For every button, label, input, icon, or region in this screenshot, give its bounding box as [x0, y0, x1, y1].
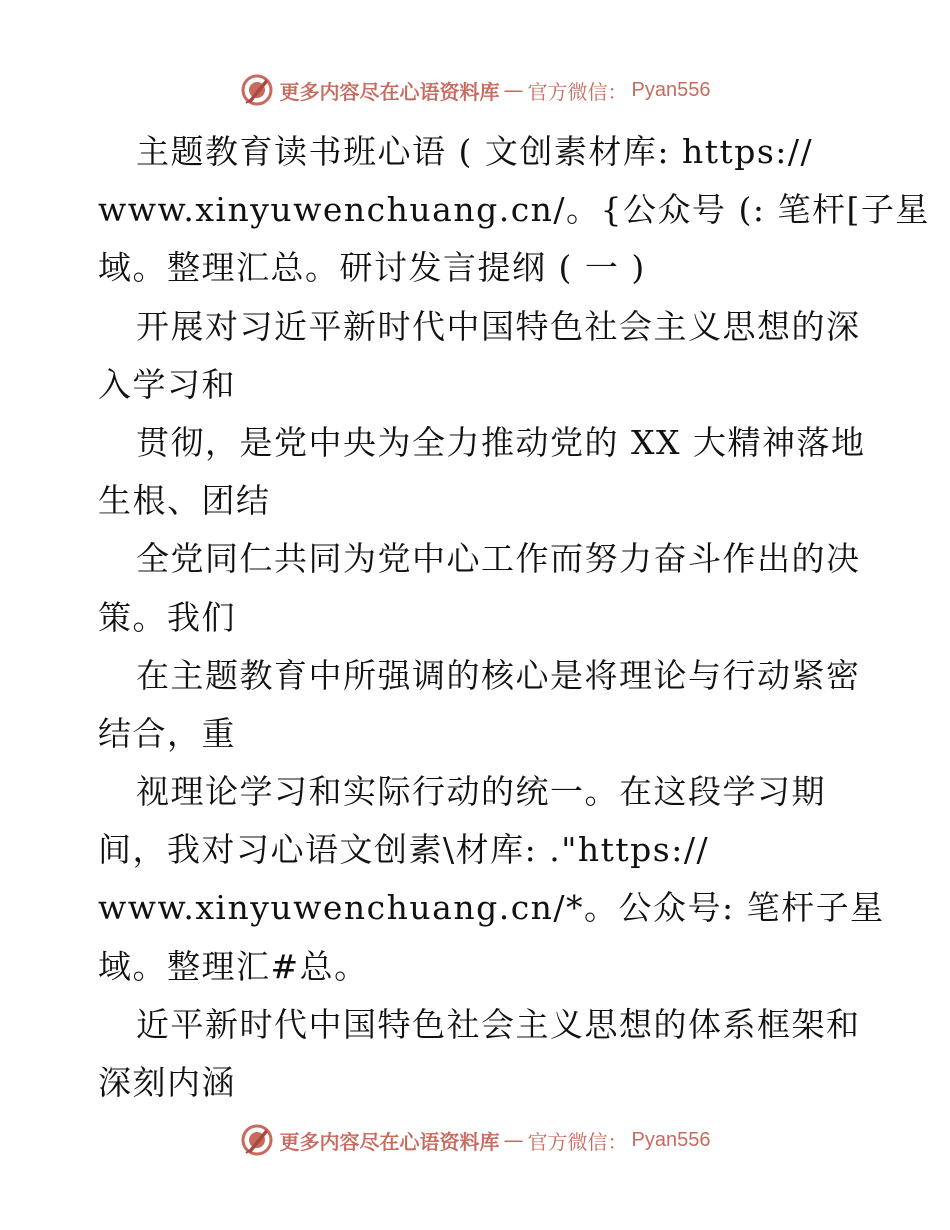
text-line: 近平新时代中国特色社会主义思想的体系框架和 — [136, 1004, 861, 1044]
separator-dash: — — [503, 78, 524, 102]
text-line: 入学习和 — [98, 364, 236, 404]
wechat-id: Pyan556 — [631, 1128, 711, 1151]
footer-banner — [0, 1120, 950, 1160]
text-line: 在主题教育中所强调的核心是将理论与行动紧密 — [136, 655, 861, 695]
quill-pen-seal-icon — [240, 1123, 274, 1157]
text-line: 域。整理汇总。研讨发言提纲 ( 一 ) — [98, 248, 646, 288]
wechat-label: 官方微信： — [527, 1129, 628, 1154]
separator-dash: — — [503, 1128, 524, 1152]
quill-pen-seal-icon — [240, 73, 274, 107]
text-line: www.xinyuwenchuang.cn/*。公众号: 笔杆子星 — [98, 888, 885, 928]
text-line: 生根、团结 — [98, 481, 271, 521]
text-line: 全党同仁共同为党中心工作而努力奋斗作出的决 — [136, 539, 861, 579]
text-line: 主题教育读书班心语 ( 文创素材库: https:// — [136, 132, 814, 171]
text-line: 间，我对习心语文创素\材库: ."https:// — [98, 830, 710, 870]
promo-text: 更多内容尽在心语资料库 — [279, 1129, 500, 1154]
wechat-id: Pyan556 — [631, 78, 711, 101]
text-line: 开展对习近平新时代中国特色社会主义思想的深 — [136, 306, 861, 346]
promo-text: 更多内容尽在心语资料库 — [279, 79, 500, 104]
text-line: 深刻内涵 — [98, 1063, 236, 1102]
text-line: 贯彻，是党中央为全力推动党的 XX 大精神落地 — [136, 422, 866, 462]
wechat-label: 官方微信： — [527, 79, 628, 104]
text-line: 策。我们 — [98, 597, 236, 637]
body-text — [98, 123, 930, 1112]
text-line: 结合，重 — [98, 713, 236, 753]
text-line: 视理论学习和实际行动的统一。在这段学习期 — [136, 772, 826, 812]
text-line: 域。整理汇#总。 — [98, 946, 369, 986]
text-line: www.xinyuwenchuang.cn/。{公众号 (: 笔杆[子星 — [98, 190, 930, 230]
header-banner — [0, 70, 950, 110]
